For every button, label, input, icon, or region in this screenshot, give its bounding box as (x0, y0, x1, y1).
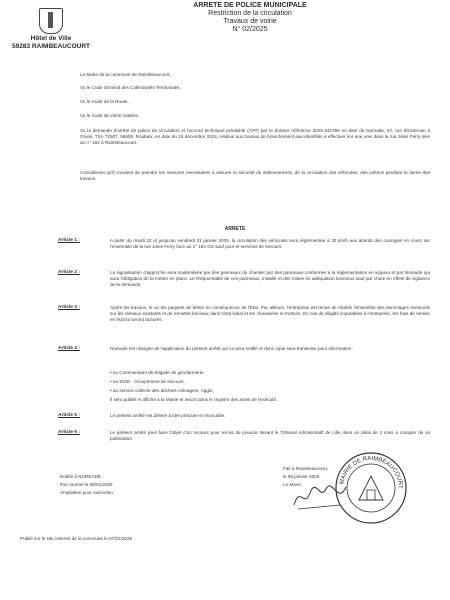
publication-line: Publié sur le site internet de la commune le 07/01/2025 (20, 536, 133, 541)
arrete-heading: ARRETE (224, 226, 246, 232)
bullet-text: au service collecte des déchets ménagers, Agglo, (112, 388, 214, 393)
official-seal-icon (333, 450, 409, 526)
article-3-text: Après les travaux, le ou les paquets de béton en conséquence de l'État. Par ailleurs, l'entreprise est tenue de rétablir l'ensemble des dommages éventuels sur les réseaux existants et de remettre les lieux dans l'état initial et les chaussées et trottoirs. En cas de dégâts imputables à l'entreprise, les frais de remise en état lui seront facturés. (110, 305, 430, 323)
notified-line: Notifié à NOREADE (60, 474, 101, 479)
article-1-label: Article 1 : (58, 238, 80, 243)
signed-place: Fait à Raimbeaucourt, (283, 466, 329, 471)
signed-date: le 06 janvier 2025 (283, 474, 320, 479)
bullet-text: au SDIS - Groupement de secours, (112, 379, 185, 384)
org-address: 59283 RAIMBEAUCOURT (11, 42, 91, 50)
header-org (6, 8, 96, 50)
preamble-v1: Vu le Code Général des Collectivités Territoriales, (80, 85, 181, 90)
article-6-label: Article 6 : (58, 430, 80, 435)
article-4-label: Article 4 : (58, 346, 80, 351)
article-1-text: A partir du mardi 22 et jusqu'au vendredi 31 janvier 2025, la circulation des véhicules sera réglementée à 30 km/h aux abords des ouvrages en cours sur l'ensemble de la rue Jules Ferry face au n° 184 GS sauf pour et services de secours. (110, 238, 430, 250)
preamble-v3: Vu le Code de voirie routière, (80, 113, 140, 118)
preamble-mayor: Le Maire de la commune de Raimbeaucourt, (80, 72, 171, 77)
bullet-item: • au service collecte des déchets ménagers, Agglo, (110, 388, 214, 393)
seal-text-path: MAIRIE DE RAIMBEAUCOURT (339, 455, 404, 489)
title-line-2: Restriction de la circulation (208, 10, 292, 17)
document-title (140, 2, 360, 34)
article-5-text: Le présent arrêté est délivré à titre précaire et révocable. (110, 413, 226, 418)
preamble-consider: Considérant qu'il convient de prendre les mesures nécessaires à assurer la sécurité du stationnement, de la circulation des véhicules, des piétons pendant la durée des travaux, (80, 170, 430, 182)
title-line-4: N° 02/2025 (232, 26, 268, 33)
bullet-item: • au SDIS - Groupement de secours, (110, 379, 185, 384)
publication-note: Il sera publié et affiché à la Mairie et inscrit dans le registre des actes de l'exécutif. (110, 397, 278, 402)
article-5-label: Article 5 : (58, 413, 80, 418)
title-line-3: Travaux de voirie (223, 18, 277, 25)
article-2-label: Article 2 : (58, 270, 80, 275)
town-crest-icon (39, 8, 63, 34)
ampliation-line: Ampliation pour exécution (60, 490, 113, 495)
org-name: Hôtel de Ville (30, 35, 72, 42)
title-line-1: ARRETE DE POLICE MUNICIPALE (193, 2, 307, 9)
preamble-request: Vu la demande d'arrêté de police de circulation et l'accord technique préalable (ATP) par le dossier référence 2025-242798 en date de Noreade, 57, rue d'Esterrain à Orves, TSA 72507, 59506, Roubaix, en date du 16 décembre 2024, relative aux travaux de branchement eau identifiés à effectuer sur une voie dans la rue Jules Ferry sise au n° 184 à Raimbeaucourt. (80, 128, 430, 146)
bullet-item: • au Commandant de brigade de gendarmerie, (110, 370, 205, 375)
bullet-text: au Commandant de brigade de gendarmerie, (112, 370, 205, 375)
preamble-v2: Vu le Code de la Route, (80, 99, 129, 104)
signed-role: Le Maire, (283, 482, 303, 487)
article-6-text: Le présent arrêté peut faire l'objet d'un recours pour excès de pouvoir devant le Tribunal Administratif de Lille dans un délai de 2 mois à compter de sa publication. (110, 430, 430, 442)
email-date-line: Par courriel le 08/01/2025 (60, 482, 113, 487)
article-3-label: Article 3 : (58, 305, 80, 310)
article-2-text: La signalisation d'approche sera matérialisée par des panneaux du chantier par des panneaux conformes à la réglementation en vigueur et par Noreade qui aura l'obligation de la mettre en place. Le Responsable de ces panneaux, installé et des mises en adéquation lumineux sauf par chute en effets de vigilance de la demande. (110, 270, 430, 288)
article-4-text: Noreade est chargée de l'application du présent arrêté qui lui sera notifié et dont copie sera transmise pour information : (110, 346, 354, 351)
